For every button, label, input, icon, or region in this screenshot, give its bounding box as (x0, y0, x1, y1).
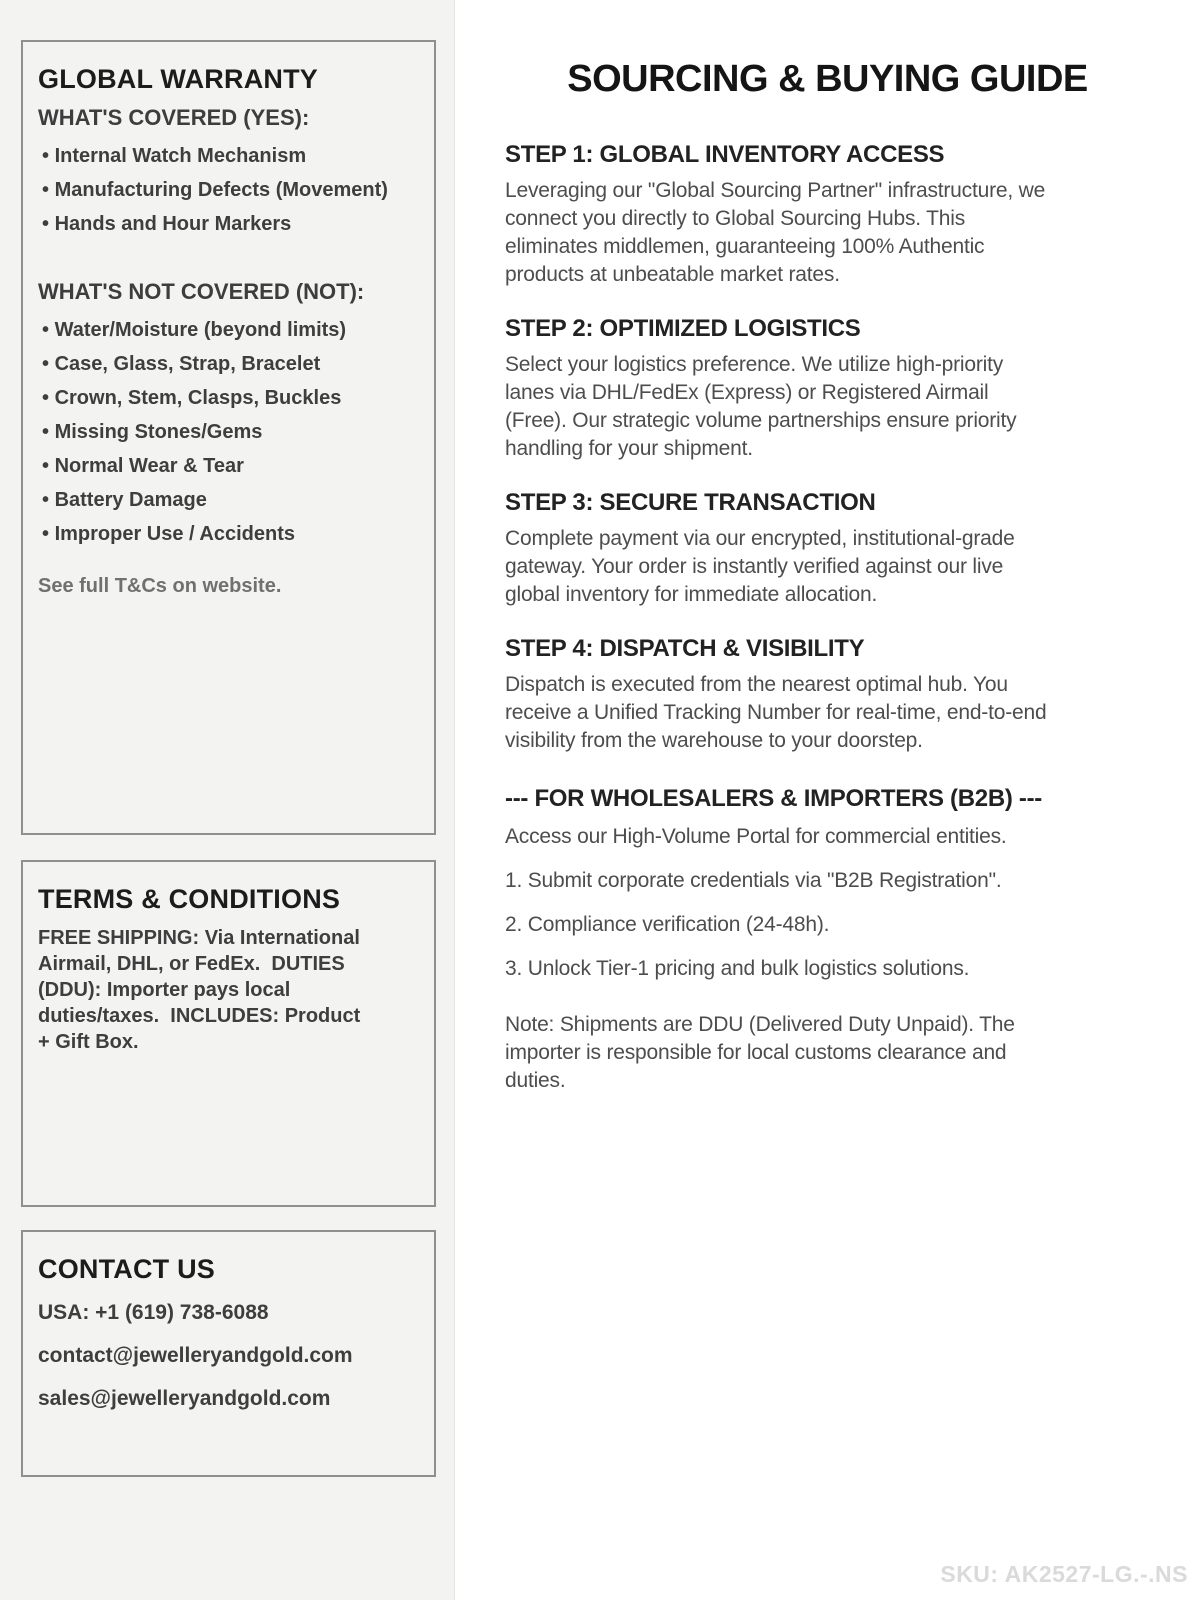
b2b-intro: Access our High-Volume Portal for commercial entities. (505, 825, 1007, 848)
main-content (455, 0, 1200, 1600)
b2b-item: 2. Compliance verification (24-48h). (505, 913, 830, 936)
step-1-heading: STEP 1: GLOBAL INVENTORY ACCESS (505, 141, 945, 168)
contact-email-primary: contact@jewelleryandgold.com (38, 1344, 353, 1367)
page-title: SOURCING & BUYING GUIDE (567, 58, 1088, 100)
contact-title: CONTACT US (38, 1254, 215, 1284)
b2b-note: Note: Shipments are DDU (Delivered Duty Unpaid). The importer is responsible for local customs clearance and duties. (505, 1013, 1015, 1092)
not-covered-item: • Water/Moisture (beyond limits) (38, 313, 412, 347)
covered-item: • Internal Watch Mechanism (38, 139, 412, 173)
not-covered-item: • Missing Stones/Gems (38, 415, 412, 449)
b2b-heading: --- FOR WHOLESALERS & IMPORTERS (B2B) --- (505, 785, 1042, 812)
step-1-section (505, 141, 1160, 289)
not-covered-heading: WHAT'S NOT COVERED (NOT): (38, 279, 365, 304)
not-covered-list (38, 313, 412, 551)
contact-card (21, 1230, 436, 1477)
covered-item: • Hands and Hour Markers (38, 207, 412, 241)
step-3-section (505, 489, 1160, 609)
b2b-section (505, 785, 1160, 1095)
b2b-item: 3. Unlock Tier-1 pricing and bulk logistics solutions. (505, 957, 970, 980)
b2b-item: 1. Submit corporate credentials via "B2B Registration". (505, 869, 1002, 892)
not-covered-item: • Case, Glass, Strap, Bracelet (38, 347, 412, 381)
step-4-section (505, 635, 1160, 755)
sidebar (0, 0, 455, 1600)
contact-email-sales: sales@jewelleryandgold.com (38, 1387, 331, 1410)
covered-heading: WHAT'S COVERED (YES): (38, 105, 310, 130)
covered-item: • Manufacturing Defects (Movement) (38, 173, 412, 207)
step-4-body: Dispatch is executed from the nearest optimal hub. You receive a Unified Tracking Number for real-time, end-to-end visibility from the warehouse to your doorstep. (505, 673, 1047, 752)
warranty-footnote: See full T&Cs on website. (38, 575, 282, 597)
step-2-section (505, 315, 1160, 463)
warranty-card (21, 40, 436, 835)
sku-label: SKU: AK2527-LG.-.NS (940, 1561, 1188, 1587)
step-3-heading: STEP 3: SECURE TRANSACTION (505, 489, 876, 516)
not-covered-item: • Crown, Stem, Clasps, Buckles (38, 381, 412, 415)
step-2-heading: STEP 2: OPTIMIZED LOGISTICS (505, 315, 861, 342)
not-covered-item: • Battery Damage (38, 483, 412, 517)
not-covered-item: • Improper Use / Accidents (38, 517, 412, 551)
step-3-body: Complete payment via our encrypted, institutional-grade gateway. Your order is instantly verified against our live global inventory for immediate allocation. (505, 527, 1015, 606)
step-2-body: Select your logistics preference. We utilize high-priority lanes via DHL/FedEx (Express) or Registered Airmail (Free). Our strategic volume partnerships ensure priority handling for your shipment. (505, 353, 1017, 460)
terms-body: FREE SHIPPING: Via International Airmail, DHL, or FedEx. DUTIES (DDU): Importer pays local duties/taxes. INCLUDES: Product + Gift Box. (38, 927, 366, 1053)
contact-phone: USA: +1 (619) 738-6088 (38, 1301, 269, 1324)
covered-list (38, 139, 412, 241)
warranty-title: GLOBAL WARRANTY (38, 64, 318, 94)
terms-title: TERMS & CONDITIONS (38, 884, 341, 914)
step-1-body: Leveraging our "Global Sourcing Partner" infrastructure, we connect you directly to Global Sourcing Hubs. This eliminates middlemen, guaranteeing 100% Authentic products at unbeatable market rates. (505, 179, 1046, 286)
not-covered-item: • Normal Wear & Tear (38, 449, 412, 483)
step-4-heading: STEP 4: DISPATCH & VISIBILITY (505, 635, 865, 662)
terms-card (21, 860, 436, 1207)
